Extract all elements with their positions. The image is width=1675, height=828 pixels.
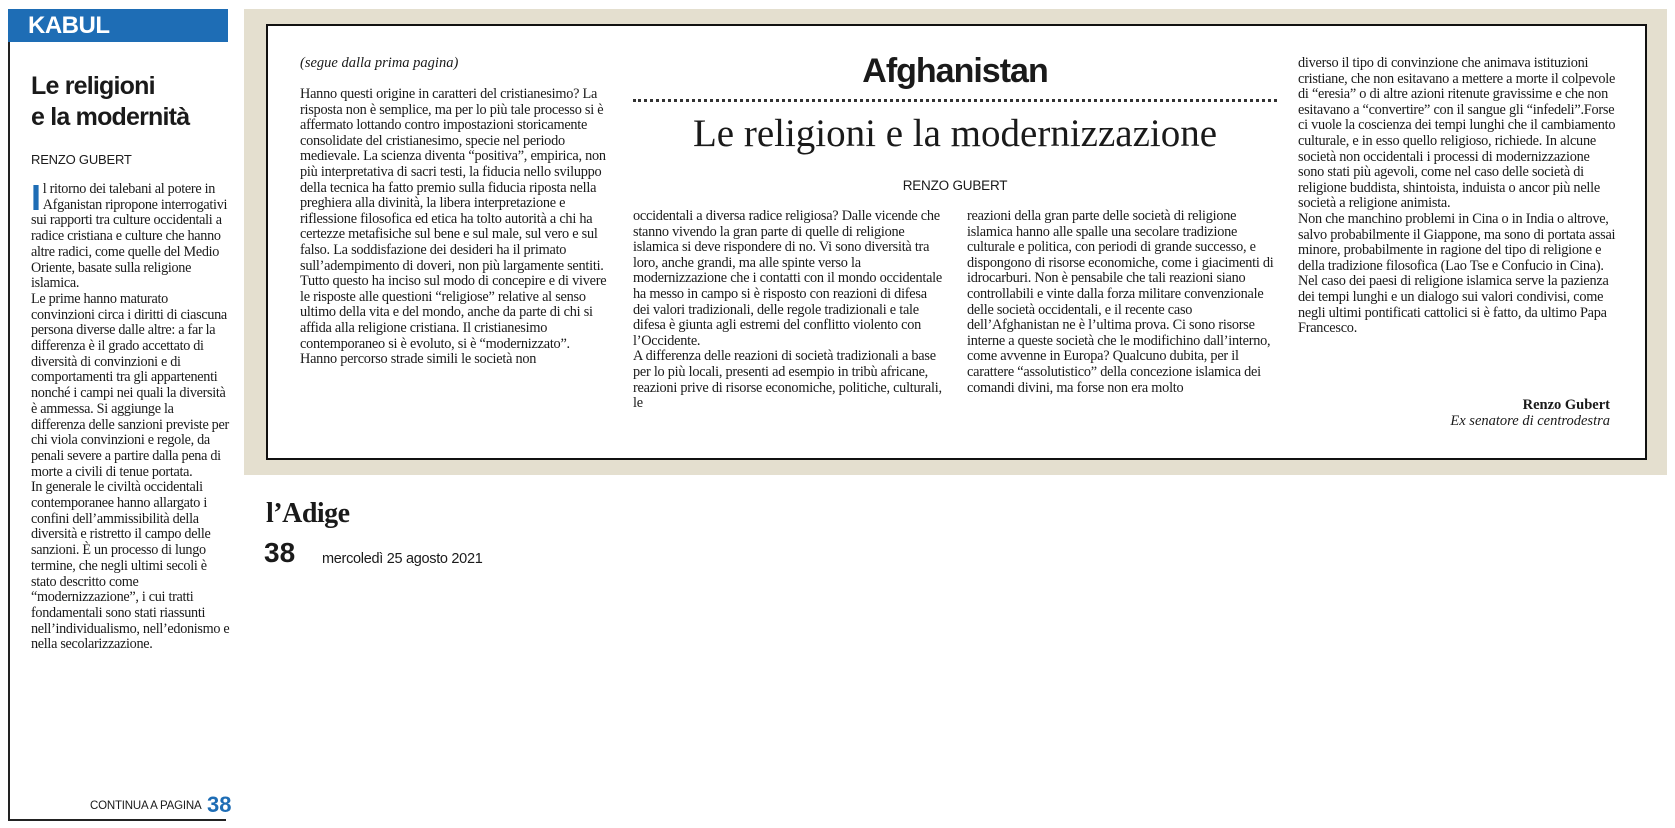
article-paragraph: A differenza delle reazioni di società tradizionali a base per lo più locali, presenti ad esempio in tribù africane, reazioni prive di risorse economiche, politiche, culturali, le xyxy=(633,348,942,412)
continua-page-link[interactable]: 38 xyxy=(207,792,232,817)
article-paragraph: Hanno percorso strade simili le società non xyxy=(300,351,537,368)
article-headline: Le religioni e la modernizzazione xyxy=(692,112,1218,155)
author-affiliation: Ex senatore di centrodestra xyxy=(1450,413,1610,429)
article-column-3 xyxy=(967,209,1277,396)
drop-cap: I xyxy=(31,177,41,218)
dotted-divider xyxy=(633,99,1277,102)
publication-date: mercoledì 25 agosto 2021 xyxy=(322,551,483,567)
section-kicker: KABUL xyxy=(8,9,228,42)
segue-note: (segue dalla prima pagina) xyxy=(300,55,459,71)
article-byline: RENZO GUBERT xyxy=(902,178,1008,193)
sidebar-paragraph: Le prime hanno maturato convinzioni circa i diritti di ciascuna persona diverse dalle altre: a far la differenza è il grado accettato di diversità di convinzioni e di comportamenti tra gli appartenenti nonché i campi nei quali la diversità è ammessa. Si aggiunge la differenza delle sanzioni previste per chi viola convinzioni e regole, da penali severe a partire dalla pena di morte a civili di tenue portata. xyxy=(31,290,229,480)
article-paragraph: occidentali a diversa radice religiosa? Dalle vicende che stanno vivendo la gran parte di quelle di religione islamica si deve rispondere di no. Vi sono diversità tra loro, anche grandi, ma alle spinte verso la modernizzazione che i contatti con il mondo occidentale ha messo in campo si è risposto con reazioni di difesa dei valori tradizionali, delle regole tradizionali e tale difesa è giunta agli estremi del conflitto violento con l’Occidente. xyxy=(633,208,942,349)
article-paragraph: Hanno questi origine in caratteri del cristianesimo? La risposta non è semplice, ma per lo più tale processo si è affermato lottando contro impostazioni storicamente consolidate del cristianesimo, specie nel periodo medievale. La scienza diventa “positiva”, empirica, non più interpretativa di sacri testi, la fiducia nello sviluppo della tecnica ha fatto premio sulla fiducia riposta nella preghiera alla divinità, la libera interpretazione e riflessione filosofica ed etica ha tolto autorità a chi ha certezze metafisiche sul bene e sul male, sul vero e sul falso. La soddisfazione dei desideri ha il primato sull’adempimento di doveri, non più largamente sentiti. Tutto questo ha inciso sul modo di concepire e di vivere le risposte alle questioni “religiose” relative al senso ultimo della vita e del mondo, anche da parte di chi si affida alla religione cristiana. Il cristianesimo contemporaneo si è evoluto, si è “modernizzato”. xyxy=(300,86,607,352)
sidebar-headline-line1: Le religioni xyxy=(31,72,155,100)
article-column-1 xyxy=(300,87,614,368)
article-paragraph: Non che manchino problemi in Cina o in India o altrove, salvo probabilmente il Giappone, ma sono di portata assai minore, probabilmente in ragione del tipo di religione e della tradizione filosofica (Lao Tse e Confucio in Cina). Nel caso dei paesi di religione islamica serve la pazienza dei tempi lunghi e un dialogo sui valori condivisi, come negli ultimi pontificati cattolici si è fatto, da ultimo Papa Francesco. xyxy=(1298,210,1616,337)
sidebar-body xyxy=(31,177,231,653)
sidebar-headline xyxy=(31,71,221,133)
sidebar-paragraph: Il ritorno dei talebani al potere in Afganistan ripropone interrogativi sui rapporti tra culture occidentali a radice cristiana e culture che hanno altre radici, come quelle del Medio Oriente, basate sulla religione islamica. xyxy=(31,177,228,292)
page-number: 38 xyxy=(264,537,296,568)
sidebar-paragraph: In generale le civiltà occidentali contemporanee hanno allargato i confini dell’ammissibilità della diversità e ristretto il campo delle sanzioni. È un processo di lungo termine, che negli ultimi secoli è stato descritto come “modernizzazione”, i cui tratti fondamentali sono stati riassunti nell’individualismo, nell’edonismo e nella secolarizzazione. xyxy=(31,479,230,653)
sidebar-headline-line2: e la modernità xyxy=(31,103,190,131)
article-column-2 xyxy=(633,209,945,412)
article-paragraph: reazioni della gran parte delle società di religione islamica hanno alle spalle una secolare tradizione culturale e politica, con periodi di grande successo, e dispongono di risorse economiche, come i giacimenti di idrocarburi. Non è pensabile che tali reazioni siano controllabili e vinte dalla forza militare convenzionale delle società occidentali, e il recente caso dell’Afghanistan ne è l’ultima prova. Ci sono risorse interne a queste società che le modifichino dall’interno, come avvenne in Europa? Qualcuno dubita, per il carattere “assolutistico” della concezione islamica dei comandi divini, ma forse non era molto xyxy=(967,208,1274,396)
article-paragraph: diverso il tipo di convinzione che animava istituzioni cristiane, che non esitavano a mettere a morte il colpevole di “eresia” o di altre azioni ritenute gravissime e che non esitavano a “convertire” con il sangue gli “infedeli”.Forse ci vuole la coscienza dei tempi lunghi che il cambiamento culturale, e in esso quello religioso, richiede. In alcune società non occidentali i processi di modernizzazione sono stati più agevoli, come nel caso delle società di religione buddista, shintoista, induista o ancor più nelle società a religione animista. xyxy=(1298,55,1616,212)
sidebar-article xyxy=(8,9,232,821)
newspaper-masthead: l’Adige xyxy=(266,498,350,529)
section-title: Afghanistan xyxy=(862,52,1048,90)
continua-label: CONTINUA A PAGINA xyxy=(90,800,202,812)
author-signature: Renzo Gubert xyxy=(1522,397,1610,413)
article-column-4 xyxy=(1298,56,1616,337)
sidebar-byline: RENZO GUBERT xyxy=(31,152,132,167)
